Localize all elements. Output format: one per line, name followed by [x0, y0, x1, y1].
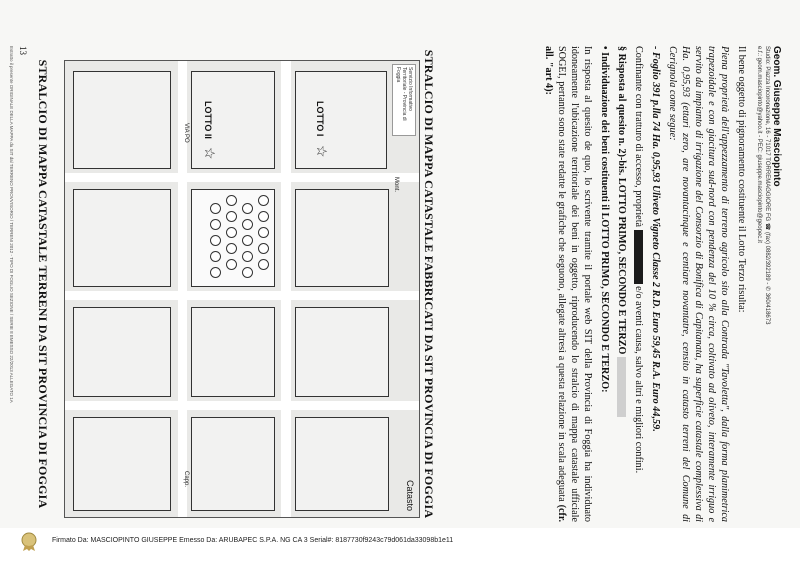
redaction-block	[634, 230, 643, 284]
street-label-via-po: VIA PO	[183, 123, 189, 143]
surveyor-email: e.f.: geom.masciopinto@yahoo.it - PEC: giuseppe.masciopinto@geopec.it	[756, 46, 762, 243]
tree-icon	[242, 267, 253, 278]
building-block	[191, 417, 275, 511]
foglio-paragraph	[649, 46, 662, 522]
street-vertical	[65, 173, 419, 182]
street-horizontal	[281, 61, 291, 517]
description-text: Piena proprietà dell'appezzamento di terreno agricolo sito alla Contrada "Tavoletta", dalla forma planimetrica trapezoidale e con giacitura sud-nord con pendenza del 10 % circa, coltivato ad oliveto, interamente irriguo e servito da impianto di irrigazione del Consorzio di Bonifica di Capitanata, ha superficie catastale complessiva di Ha. 0,95,93 (ettari zero, are novantacinque e centiare novantatre, censito in catasto terreni del Comune di Cerignola come segue:	[667, 46, 730, 522]
tree-icon	[258, 227, 269, 238]
confini-paragraph	[632, 46, 645, 522]
tree-icon	[242, 251, 253, 262]
tree-icon	[210, 203, 221, 214]
letterhead	[755, 46, 782, 516]
section-title: § Risposta al quesito n. 2)-bis. LOTTO PRIMO, SECONDO E TERZO	[616, 46, 627, 355]
tree-icon	[210, 267, 221, 278]
answer-paragraph	[542, 46, 594, 522]
tree-icon	[226, 227, 237, 238]
caption-fabbricati: STRALCIO DI MAPPA CATASTALE FABBRICATI DA SIT PROVINCIA DI FOGGIA	[422, 49, 436, 519]
tree-icon	[258, 211, 269, 222]
tree-icon	[242, 219, 253, 230]
tree-icon	[210, 251, 221, 262]
tree-icon	[226, 259, 237, 270]
building-block	[295, 417, 389, 511]
tree-icon	[226, 195, 237, 206]
intro-paragraph	[735, 46, 748, 522]
tree-icon	[210, 219, 221, 230]
faded-redaction	[617, 357, 626, 417]
signature-bar	[0, 528, 800, 564]
building-block	[295, 307, 389, 397]
sit-logo-text: Servizio Informativo Territoriale - Provincia di Foggia	[395, 67, 413, 121]
building-block	[73, 71, 171, 169]
report-body	[538, 46, 748, 522]
tree-icon	[258, 243, 269, 254]
answer-reference: (cfr. all. "art 4):	[543, 46, 567, 523]
lotto-1-label: LOTTO I	[315, 101, 325, 137]
tree-icon	[226, 243, 237, 254]
building-block	[73, 307, 171, 397]
building-block	[295, 189, 389, 287]
answer-text: In risposta al quesito de quo, lo scrivente tramite il portale web SIT della Provincia di Foggia ha individuato idoneamente l'ubicazione territoriale dei beni in oggetto, riproducendo lo stralcio di mappa catastale ufficiale SOGEI, pertanto sono state redatte le grafiche che seguono, allegate altresì a questa relazione in scala adeguata	[556, 46, 593, 522]
surveyor-address: Studio: Piazza Incoronazione, 16 - 71017 TORREMAGGIORE FG ☎ (fax) 0882/392189 - ✆ 360/418673	[764, 46, 770, 325]
cadastral-map	[64, 60, 420, 518]
tree-icon	[242, 235, 253, 246]
tree-icon	[226, 211, 237, 222]
tree-icon	[258, 259, 269, 270]
sit-logo	[392, 64, 416, 136]
catasto-label: Catasto	[405, 479, 415, 511]
street-label-mont: Mont.	[393, 177, 399, 193]
confini-text-a: Confinante con tratturo di accesso, proprietà	[633, 46, 644, 228]
bullet-paragraph	[598, 46, 611, 522]
bullet-text: • Individuazione dei beni costituenti il LOTTO PRIMO, SECONDO E TERZO:	[599, 46, 610, 393]
building-block	[191, 307, 275, 397]
seal-icon	[18, 530, 40, 552]
building-block	[73, 189, 171, 287]
building-block	[73, 417, 171, 511]
tree-icon	[258, 195, 269, 206]
footnote: Estratto il presente ORIGINALE DELLA MAPPA da SIT dal TERRENO PROVVISORIO / TERRENI 2012 - TIPO DI FOGLIO SEZIONE / SERIE 8 EMESSO 22/2013 ALLEGATO 1A	[9, 46, 14, 403]
street-vertical	[65, 401, 419, 410]
confini-text-b: e/o aventi causa, salvo altri e migliori confini.	[633, 286, 644, 474]
lotto-1-star-icon: ☆	[313, 145, 328, 158]
digital-signature-text: Firmato Da: MASCIOPINTO GIUSEPPE Emesso Da: ARUBAPEC S.P.A. NG CA 3 Serial#: 8187730f9243c79d061da33098b1e11	[52, 537, 454, 544]
lotto-2-star-icon: ☆	[201, 147, 216, 160]
tree-icon	[210, 235, 221, 246]
tree-icon	[242, 203, 253, 214]
street-label-capp: Capp.	[183, 471, 189, 488]
surveyor-name: Geom. Giuseppe Masciopinto	[771, 46, 782, 187]
description-paragraph	[666, 46, 731, 522]
intro-text: Il bene oggetto di pignoramento costituente il Lotto Terzo risulta:	[736, 46, 747, 313]
page-number: 13	[18, 46, 28, 55]
caption-terreni: STRALCIO DI MAPPA CATASTALE TERRENI DA SIT PROVINCIA DI FOGGIA	[36, 59, 50, 509]
lotto-2-label: LOTTO II	[203, 101, 213, 139]
building-block	[295, 71, 387, 169]
foglio-text: - Foglio 391 p.lla 74 Ha. 0,95,93 Uliveto Vigneto Classe 2 R.D. Euro 59,45 R.A. Euro 44,59.	[650, 46, 661, 432]
section-title-paragraph	[615, 46, 628, 522]
street-vertical	[65, 291, 419, 300]
